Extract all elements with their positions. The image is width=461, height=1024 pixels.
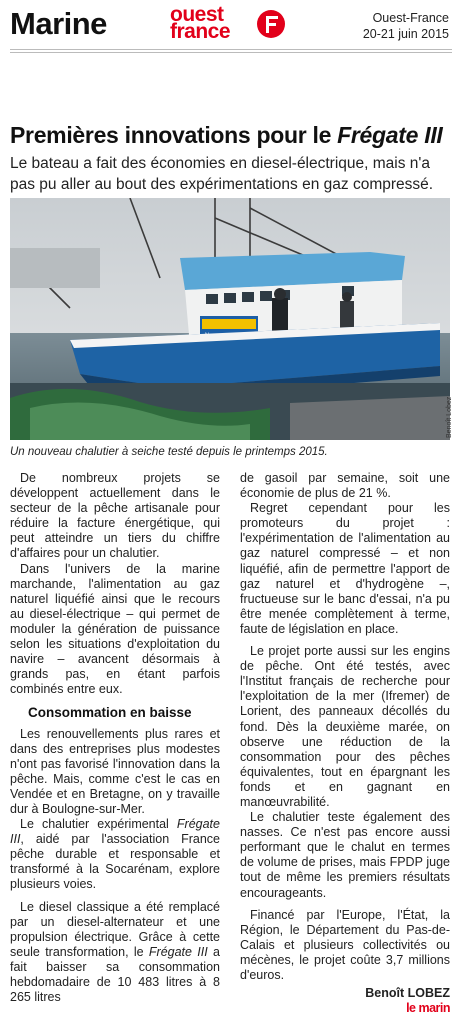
paragraph: Le chalutier expérimental Frégate III, aidé par l'association France pêche durable et responsable et transformé à la Socarénam, explore plusieurs voies. xyxy=(10,817,220,892)
photo-caption: Un nouveau chalutier à seiche testé depuis le printemps 2015. xyxy=(10,446,328,458)
article-column-left xyxy=(10,471,220,1005)
logo-line-2: france xyxy=(170,20,231,43)
photo-credit: Benoît Lobez xyxy=(446,396,453,438)
article-column-right xyxy=(240,471,450,1016)
paragraph: Les renouvellements plus rares et dans des entreprises plus modestes n'ont pas favorisé l'innovation dans la pêche. Mais, comme c'est le cas en Vendée et en Bretagne, on y travaille dur à Boulogne-sur-Mer. xyxy=(10,726,220,816)
ship-name: Frégate III xyxy=(337,122,443,148)
paragraph: de gasoil par semaine, soit une économie de plus de 21 %. xyxy=(240,471,450,501)
section-title: Marine xyxy=(10,6,107,41)
paragraph: Le diesel classique a été remplacé par un diesel-alternateur et une propulsion électrique. Grâce à cette seule transformation, le Frégate III a fait baisser sa consommation hebdomadaire de 10 483 litres à 8 265 litres xyxy=(10,899,220,1005)
article-subtitle: Le bateau a fait des économies en diesel-électrique, mais n'a pas pu aller au bout des expérimentations en gaz compressé. xyxy=(10,155,434,193)
source-logo: le marin xyxy=(406,1001,450,1016)
header-divider-2 xyxy=(10,52,452,53)
article-byline: Benoît LOBEZ xyxy=(365,986,450,1001)
header-divider xyxy=(10,49,452,50)
paragraph: Financé par l'Europe, l'État, la Région, le Département du Pas-de-Calais et plusieurs collectivités ou mécènes, le projet coûte 3,7 millions d'euros. xyxy=(240,907,450,982)
paragraph: De nombreux projets se développent actuellement dans le secteur de la pêche artisanale pour réduire la facture énergétique, qui peut atteindre un tiers du chiffre d'affaires pour un chalutier. xyxy=(10,471,220,561)
logo-line-1: ouest xyxy=(170,3,224,26)
paragraph: Le projet porte aussi sur les engins de pêche. Ont été testés, avec l'Institut français de recherche pour l'exploitation de la mer (Ifremer) de Lorient, des panneaux décollés du fond. Dès la deuxième marée, on observe une réduction de la consommation pour des pêches équivalentes, tout en épargnant les fonds et en gagnant en manœuvrabilité. xyxy=(240,644,450,809)
article-photo xyxy=(10,198,450,440)
paragraph: Dans l'univers de la marine marchande, l'alimentation au gaz naturel liquéfié ainsi que le recours au diesel-électrique – qui permet de moduler la génération de puissance selon les situations d'exploitation du navire – avancent désormais à grands pas, en étant parfois combinés entre eux. xyxy=(10,561,220,697)
ouest-france-logo xyxy=(170,3,280,46)
publication-date: 20-21 juin 2015 xyxy=(362,27,449,41)
publication-meta xyxy=(363,10,449,42)
paragraph: Regret cependant pour les promoteurs du projet : l'expérimentation de l'alimentation au gaz naturel compressé – et non liquéfié, afin de permettre l'apport de gaz naturel et d'hydrogène –, fructueuse sur le banc d'essai, n'a pu être menée complètement à terme, faute de législation en place. xyxy=(240,501,450,636)
article-subheading: Consommation en baisse xyxy=(28,705,192,721)
paragraph: Le chalutier teste également des nasses. Ce n'est pas encore aussi performant que le chalut en termes de volume de prises, mais FPDP juge tout de même les premiers résultats encourageants. xyxy=(240,810,450,900)
article-title: Premières innovations pour le Frégate III xyxy=(10,122,443,148)
publisher-name: Ouest-France xyxy=(372,11,449,25)
logo-mark-icon xyxy=(257,10,285,38)
page-header xyxy=(0,0,461,48)
